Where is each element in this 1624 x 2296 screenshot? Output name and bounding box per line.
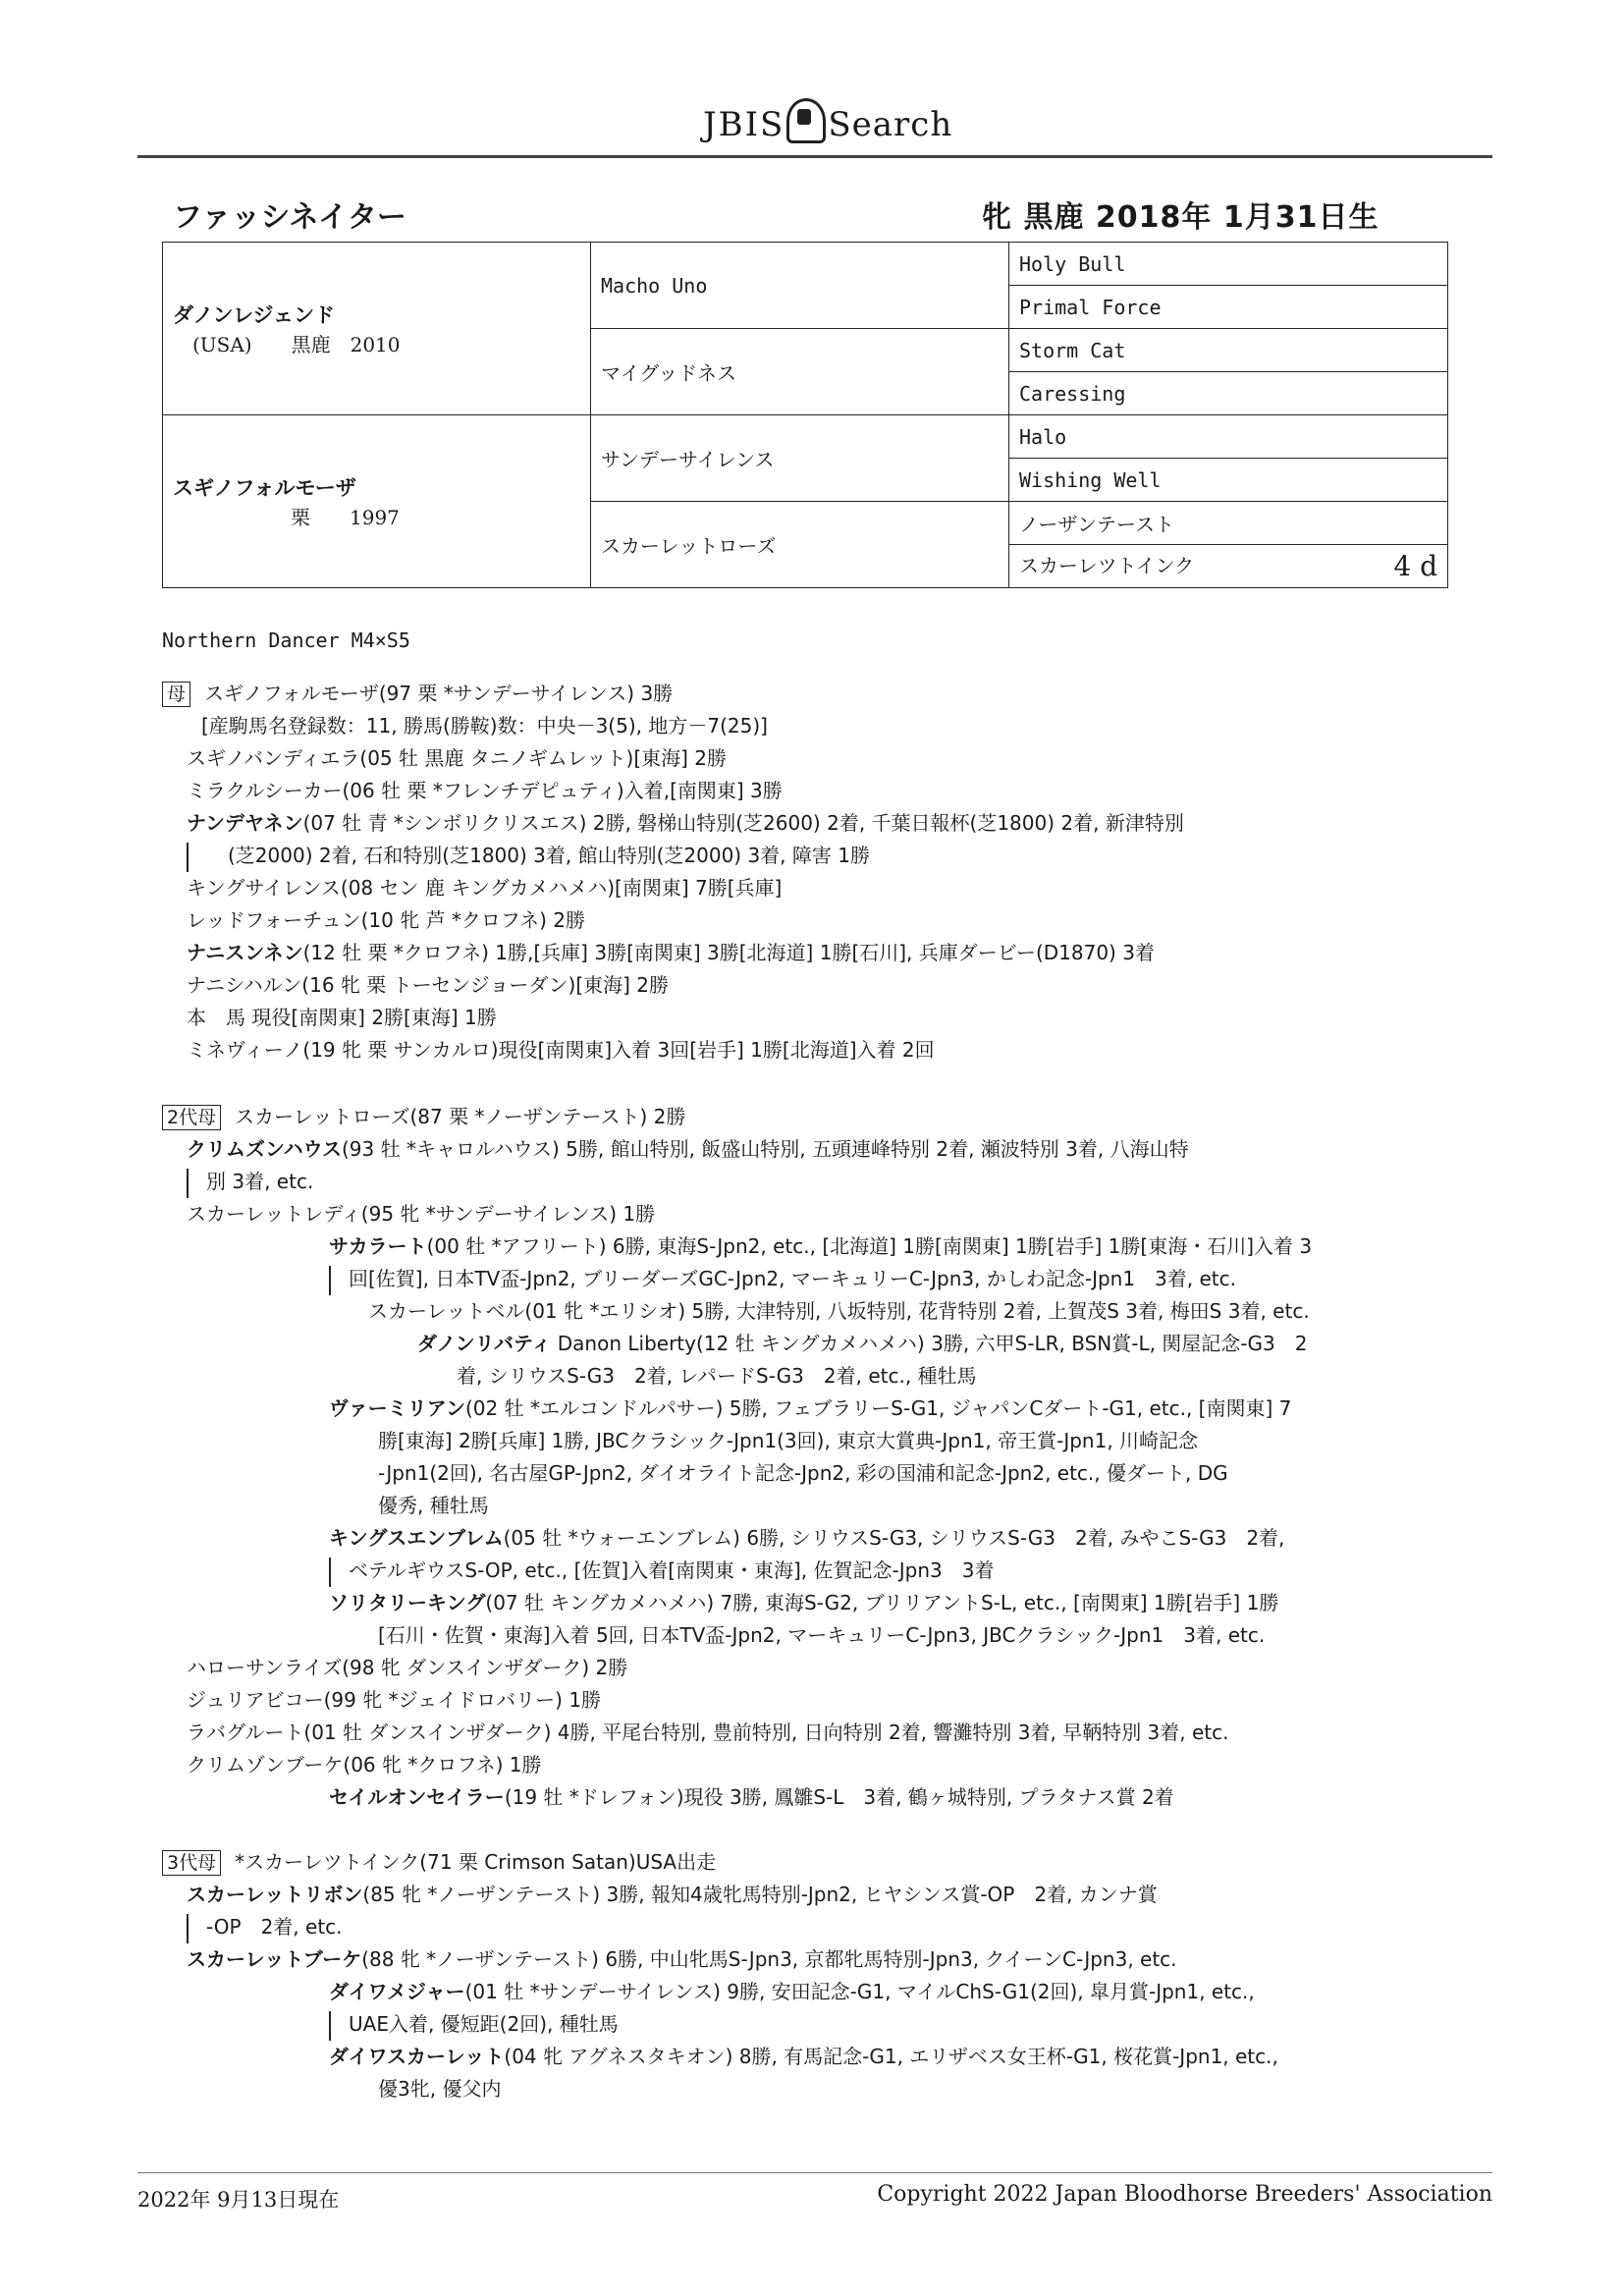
- section-line: (07 牡 青 *シンボリクリスエス) 2勝, 磐梯山特別(芝2600) 2着, 千葉日報杯(芝1800) 2着, 新津特別: [302, 811, 1184, 835]
- notable-horse: ヴァーミリアン: [329, 1396, 465, 1420]
- section-tag: 3代母: [162, 1850, 221, 1876]
- section-line: (12 牡 栗 *クロフネ) 1勝,[兵庫] 3勝[南関東] 3勝[北海道] 1勝[石川], 兵庫ダービー(D1870) 3着: [302, 941, 1155, 964]
- section-line: レッドフォーチュン(10 牝 芦 *クロフネ) 2勝: [187, 908, 586, 932]
- dam-detail: 栗 1997: [291, 506, 400, 529]
- notable-horse: セイルオンセイラー: [329, 1785, 505, 1809]
- section-line: (芝2000) 2着, 石和特別(芝1800) 3着, 館山特別(芝2000) 3着, 障害 1勝: [228, 844, 870, 867]
- section-line: (01 牡 *サンデーサイレンス) 9勝, 安田記念-G1, マイルChS-G1(2回), 皐月賞-Jpn1, etc.,: [464, 1980, 1255, 2003]
- as-of-date: 2022年 9月13日現在: [137, 2188, 340, 2212]
- tree-bar: [187, 1914, 189, 1943]
- tree-bar: [329, 2011, 331, 2041]
- section-line: [石川・佐賀・東海]入着 5回, 日本TV盃-Jpn2, マーキュリーC-Jpn3, JBCクラシック-Jpn1 3着, etc.: [378, 1623, 1266, 1647]
- sire-cell: [163, 243, 591, 415]
- section-line: -Jpn1(2回), 名古屋GP-Jpn2, ダイオライト記念-Jpn2, 彩の国浦和記念-Jpn2, etc., 優ダート, DG: [378, 1461, 1228, 1485]
- tree-bar: [187, 1169, 189, 1198]
- horse-magnifier-icon: [786, 98, 826, 143]
- section-line: (00 牡 *アフリート) 6勝, 東海S-Jpn2, etc., [北海道] 1勝[南関東] 1勝[岩手] 1勝[東海・石川]入着 3: [426, 1234, 1313, 1258]
- tree-bar: [187, 843, 189, 872]
- g3-cell: Primal Force: [1009, 286, 1448, 329]
- section-line: クリムゾンブーケ(06 牝 *クロフネ) 1勝: [187, 1753, 542, 1777]
- footer-rule: [137, 2172, 1492, 2173]
- section-line: キングサイレンス(08 セン 鹿 キングカメハメハ)[南関東] 7勝[兵庫]: [187, 876, 783, 900]
- dam-dam-cell: スカーレットローズ: [591, 502, 1009, 588]
- inbreeding-note: Northern Dancer M4×S5: [162, 629, 410, 652]
- tree-bar: [329, 1266, 331, 1295]
- section-line: *スカーレツトインク(71 栗 Crimson Satan)USA出走: [235, 1850, 717, 1874]
- section-line: (93 牡 *キャロルハウス) 5勝, 館山特別, 飯盛山特別, 五頭連峰特別 2着, 瀬波特別 3着, 八海山特: [342, 1137, 1189, 1161]
- dosage-label: 4 d: [1393, 550, 1437, 582]
- g3-cell: Caressing: [1009, 372, 1448, 415]
- logo-text-jbis: JBIS: [703, 105, 785, 144]
- copyright: Copyright 2022 Japan Bloodhorse Breeders' Association: [877, 2182, 1492, 2207]
- tree-bar: [329, 1558, 331, 1587]
- notable-horse: ダノンリバティ: [417, 1332, 552, 1355]
- g3-cell: [1009, 545, 1448, 588]
- notable-horse: ダイワスカーレット: [329, 2045, 505, 2068]
- section-line: (05 牡 *ウォーエンブレム) 6勝, シリウスS-G3, シリウスS-G3 2着, みやこS-G3 2着,: [503, 1526, 1285, 1550]
- dam-cell: [163, 415, 591, 588]
- g3-cell: Wishing Well: [1009, 459, 1448, 502]
- g3-name: スカーレツトインク: [1019, 554, 1195, 577]
- g3-cell: Storm Cat: [1009, 329, 1448, 372]
- notable-horse: キングスエンブレム: [329, 1526, 504, 1550]
- notable-horse: ナニスンネン: [187, 941, 303, 964]
- section-tag: 2代母: [162, 1105, 221, 1130]
- dam-sire-cell: サンデーサイレンス: [591, 415, 1009, 502]
- section-line: スカーレットベル(01 牝 *エリシオ) 5勝, 大津特別, 八坂特別, 花背特別 2着, 上賀茂S 3着, 梅田S 3着, etc.: [368, 1299, 1310, 1323]
- notable-horse: ソリタリーキング: [329, 1591, 486, 1614]
- section-line: スギノバンディエラ(05 牡 黒鹿 タニノギムレット)[東海] 2勝: [187, 746, 728, 770]
- section-line: ラバグルート(01 牡 ダンスインザダーク) 4勝, 平尾台特別, 豊前特別, 日向特別 2着, 響灘特別 3着, 早鞆特別 3着, etc.: [187, 1721, 1229, 1744]
- g3-cell: Holy Bull: [1009, 243, 1448, 286]
- section-line: -OP 2着, etc.: [206, 1915, 343, 1939]
- section-line: 回[佐賀], 日本TV盃-Jpn2, ブリーダーズGC-Jpn2, マーキュリーC-Jpn3, かしわ記念-Jpn1 3着, etc.: [349, 1267, 1237, 1290]
- pedigree-table: [162, 242, 1448, 588]
- sire-name: ダノンレジェンド: [173, 303, 336, 327]
- section-line: 優3牝, 優父内: [378, 2077, 502, 2101]
- dam-name: スギノフォルモーザ: [173, 476, 356, 500]
- section-line: 本 馬 現役[南関東] 2勝[東海] 1勝: [187, 1006, 497, 1029]
- notable-horse: ダイワメジャー: [329, 1980, 465, 2003]
- horse-info: 牝 黒鹿 2018年 1月31日生: [982, 200, 1380, 235]
- third-dam-section: [162, 1846, 1448, 2105]
- notable-horse: サカラート: [329, 1234, 427, 1258]
- section-line: ミラクルシーカー(06 牡 栗 *フレンチデピュティ)入着,[南関東] 3勝: [187, 779, 783, 802]
- sire-detail: (USA) 黒鹿 2010: [192, 333, 401, 356]
- notable-horse: スカーレットリボン: [187, 1883, 363, 1906]
- notable-horse: スカーレットブーケ: [187, 1947, 362, 1971]
- logo-text-search: Search: [828, 105, 953, 144]
- section-line: [産駒馬名登録数：11, 勝馬(勝鞍)数：中央－3(5), 地方－7(25)]: [201, 714, 768, 738]
- notable-horse: クリムズンハウス: [187, 1137, 342, 1161]
- second-dam-section: [162, 1101, 1448, 1814]
- section-line: 着, シリウスS-G3 2着, レパードS-G3 2着, etc., 種牡馬: [457, 1364, 977, 1388]
- section-tag: 母: [162, 682, 190, 707]
- section-line: 勝[東海] 2勝[兵庫] 1勝, JBCクラシック-Jpn1(3回), 東京大賞典-Jpn1, 帝王賞-Jpn1, 川崎記念: [378, 1429, 1199, 1452]
- section-line: (88 牝 *ノーザンテースト) 6勝, 中山牝馬S-Jpn3, 京都牝馬特別-Jpn3, クイーンC-Jpn3, etc.: [361, 1947, 1177, 1971]
- section-line: 別 3着, etc.: [206, 1170, 314, 1193]
- g3-cell: ノーザンテースト: [1009, 502, 1448, 545]
- section-line: (19 牡 *ドレフォン)現役 3勝, 鳳雛S-L 3着, 鶴ヶ城特別, プラタナス賞 2着: [504, 1785, 1174, 1809]
- horse-name: ファッシネイター: [173, 200, 406, 235]
- section-line: スギノフォルモーザ(97 栗 *サンデーサイレンス) 3勝: [204, 682, 674, 705]
- section-line: (04 牝 アグネスタキオン) 8勝, 有馬記念-G1, エリザベス女王杯-G1, 桜花賞-Jpn1, etc.,: [504, 2045, 1278, 2068]
- sire-sire-cell: Macho Uno: [591, 243, 1009, 329]
- header-rule: [137, 155, 1492, 158]
- sire-dam-cell: マイグッドネス: [591, 329, 1009, 415]
- section-line: UAE入着, 優短距(2回), 種牡馬: [349, 2012, 619, 2036]
- section-line: (85 牝 *ノーザンテースト) 3勝, 報知4歳牝馬特別-Jpn2, ヒヤシンス賞-OP 2着, カンナ賞: [362, 1883, 1158, 1906]
- section-line: 優秀, 種牡馬: [378, 1494, 489, 1517]
- section-line: ミネヴィーノ(19 牝 栗 サンカルロ)現役[南関東]入着 3回[岩手] 1勝[北海道]入着 2回: [187, 1038, 935, 1062]
- jbis-search-logo: [703, 98, 952, 144]
- notable-horse: ナンデヤネン: [187, 811, 303, 835]
- section-line: ベテルギウスS-OP, etc., [佐賀]入着[南関東・東海], 佐賀記念-Jpn3 3着: [349, 1558, 995, 1582]
- section-line: スカーレットレディ(95 牝 *サンデーサイレンス) 1勝: [187, 1202, 656, 1226]
- section-line: ハローサンライズ(98 牝 ダンスインザダーク) 2勝: [187, 1656, 628, 1679]
- section-line: Danon Liberty(12 牡 キングカメハメハ) 3勝, 六甲S-LR, BSN賞-L, 関屋記念-G3 2: [551, 1332, 1308, 1355]
- section-line: スカーレットローズ(87 栗 *ノーザンテースト) 2勝: [235, 1105, 686, 1128]
- section-line: ナニシハルン(16 牝 栗 トーセンジョーダン)[東海] 2勝: [187, 973, 670, 997]
- section-line: (07 牡 キングカメハメハ) 7勝, 東海S-G2, ブリリアントS-L, etc., [南関東] 1勝[岩手] 1勝: [485, 1591, 1279, 1614]
- dam-section: [162, 678, 1448, 1066]
- g3-cell: Halo: [1009, 415, 1448, 459]
- section-line: (02 牡 *エルコンドルパサー) 5勝, フェブラリーS-G1, ジャパンCダート-G1, etc., [南関東] 7: [465, 1396, 1292, 1420]
- section-line: ジュリアビコー(99 牝 *ジェイドロバリー) 1勝: [187, 1688, 602, 1712]
